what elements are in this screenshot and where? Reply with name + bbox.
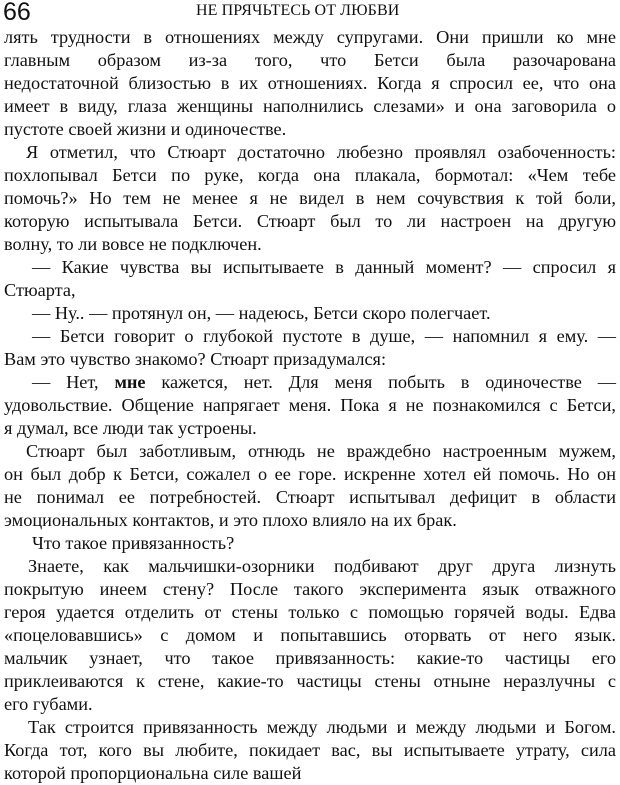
text-line: покрытую инеем стену? После такого эксперимента язык отважного (4, 579, 616, 599)
text-line: мальчик узнает, что такое привязанность: какие-то частицы его (4, 648, 616, 668)
text-line: пустоте своей жизни и одиночестве. (4, 119, 287, 139)
text-line: я думал, все люди так устроены. (4, 418, 257, 438)
text-line: Вам это чувство знакомо? Стюарт призадумался: (4, 349, 387, 369)
page-number: 66 (3, 0, 31, 26)
text-line: приклеиваются к стене, какие-то частицы стены отныне неразлучны с (4, 671, 616, 691)
text-line: Я отметил, что Стюарт достаточно любезно проявлял озабоченность: (26, 142, 616, 162)
text-line: Стюарт был заботливым, отнюдь не враждебно настроенным мужем, (26, 441, 616, 461)
text-line: Стюарта, (4, 280, 76, 300)
text-line: имеет в виду, глаза женщины наполнились слезами» и она заговорила о (4, 96, 616, 116)
text-fragment: кажется, нет. Для меня побыть в одиночестве — (145, 372, 616, 392)
text-line: главным образом из-за того, что Бетси была разочарована (4, 50, 616, 70)
text-line: «поцеловавшись» с домом и попытавшись оторвать от него язык. (4, 625, 616, 645)
emphasized-word: мне (114, 372, 146, 392)
body-text (4, 26, 616, 785)
section-question: Что такое привязанность? (32, 533, 235, 553)
text-line: — Бетси говорит о глубокой пустоте в душе, — напомнил я ему. — (32, 326, 616, 346)
text-line: помочь?» Но тем не менее я не видел в нем сочувствия к той боли, (4, 188, 616, 208)
text-line: которую испытывала Бетси. Стюарт был то ли настроен на другую (4, 211, 616, 231)
text-line: эмоциональных контактов, и это плохо влияло на их брак. (4, 510, 457, 530)
text-fragment: — Нет, (32, 372, 115, 392)
running-title: НЕ ПРЯЧЬТЕСЬ ОТ ЛЮБВИ (196, 2, 400, 19)
text-line: похлопывал Бетси по руке, когда она плакала, бормотал: «Чем тебе (4, 165, 616, 185)
text-line: Когда тот, кого вы любите, покидает вас, вы испытываете утрату, сила (4, 740, 616, 760)
text-line: он был добр к Бетси, сожалел о ее горе. искренне хотел ей помочь. Но он (4, 464, 616, 484)
text-line: недостаточной близостью в их отношениях. Когда я спросил ее, что она (4, 73, 616, 93)
text-line: волну, то ли вовсе не подключен. (4, 234, 262, 254)
text-line: лять трудности в отношениях между супругами. Они пришли ко мне (4, 27, 616, 47)
text-line: Так строится привязанность между людьми и между людьми и Богом. (28, 717, 616, 737)
text-line: не понимал ее потребностей. Стюарт испытывал дефицит в области (4, 487, 616, 507)
text-line: его губами. (4, 694, 93, 714)
text-line: героя удается отделить от стены только с помощью горячей воды. Едва (4, 602, 616, 622)
text-line: — Какие чувства вы испытываете в данный момент? — спросил я (32, 257, 616, 277)
text-line: которой пропорциональна силе вашей (4, 763, 302, 783)
text-line: Знаете, как мальчишки-озорники подбивают друг друга лизнуть (28, 556, 616, 576)
text-line: удовольствие. Общение напрягает меня. Пока я не познакомился с Бетси, (4, 395, 616, 415)
text-line-with-emphasis (4, 371, 616, 394)
text-line: — Ну.. — протянул он, — надеюсь, Бетси скоро полегчает. (32, 303, 491, 323)
